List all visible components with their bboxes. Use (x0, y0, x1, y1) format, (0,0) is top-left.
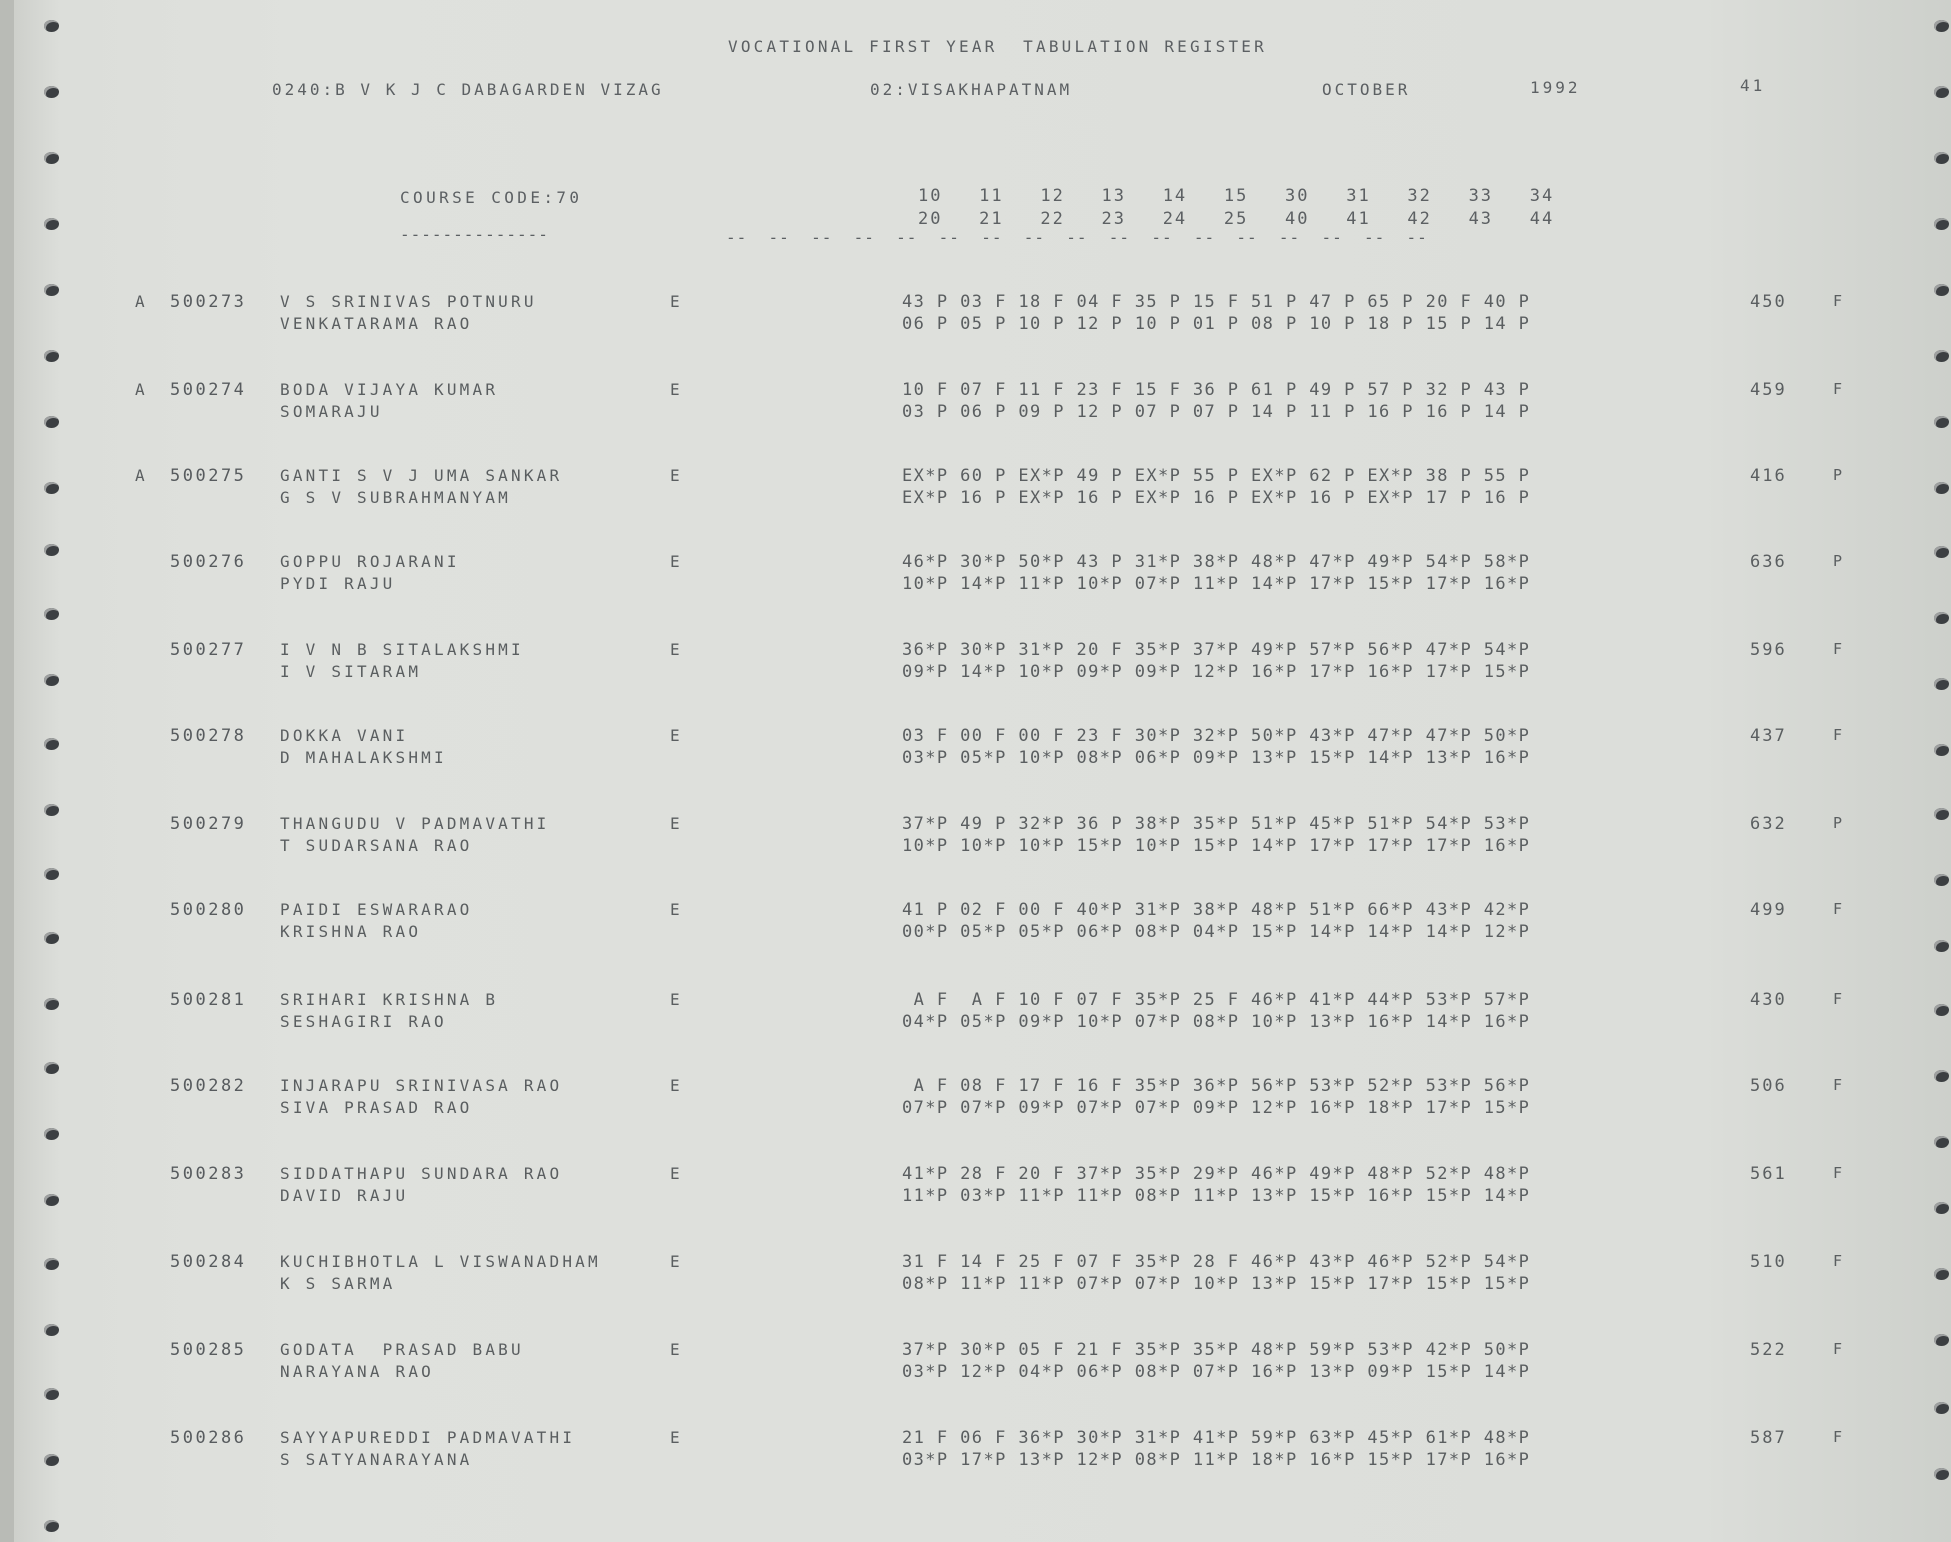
total-marks: 506 (1750, 1076, 1787, 1096)
roll-number: 500280 (170, 900, 247, 920)
father-name: S SATYANARAYANA (280, 1450, 473, 1469)
marks-row-1: 21 F 06 F 36*P 30*P 31*P 41*P 59*P 63*P 45*P 61*P 48*P (902, 1428, 1531, 1448)
result-status: F (1833, 1340, 1843, 1358)
page-number: 41 (1740, 76, 1766, 95)
marks-row-1: 10 F 07 F 11 F 23 F 15 F 36 P 61 P 49 P 57 P 32 P 43 P (902, 380, 1531, 400)
medium-code: E (670, 726, 680, 745)
marks-row-1: EX*P 60 P EX*P 49 P EX*P 55 P EX*P 62 P EX*P 38 P 55 P (902, 466, 1531, 486)
result-status: F (1833, 1164, 1843, 1182)
medium-code: E (670, 1076, 680, 1095)
student-record (0, 552, 1951, 612)
marks-row-1: A F A F 10 F 07 F 35*P 25 F 46*P 41*P 44*P 53*P 57*P (902, 990, 1531, 1010)
marks-row-2: 11*P 03*P 11*P 11*P 08*P 11*P 13*P 15*P 16*P 15*P 14*P (902, 1186, 1531, 1206)
sprocket-hole (1934, 612, 1949, 624)
medium-code: E (670, 466, 680, 485)
student-record (0, 640, 1951, 700)
college-code: 0240:B V K J C DABAGARDEN VIZAG (272, 80, 664, 99)
roll-number: 500279 (170, 814, 247, 834)
marks-row-2: 03*P 05*P 10*P 08*P 06*P 09*P 13*P 15*P 14*P 13*P 16*P (902, 748, 1531, 768)
marks-row-2: 03 P 06 P 09 P 12 P 07 P 07 P 14 P 11 P 16 P 16 P 14 P (902, 402, 1531, 422)
sprocket-hole (44, 1062, 59, 1074)
marks-row-2: 08*P 11*P 11*P 07*P 07*P 10*P 13*P 15*P 17*P 15*P 15*P (902, 1274, 1531, 1294)
marks-row-1: 37*P 30*P 05 F 21 F 35*P 35*P 48*P 59*P 53*P 42*P 50*P (902, 1340, 1531, 1360)
roll-number: 500274 (170, 380, 247, 400)
result-status: F (1833, 1076, 1843, 1094)
total-marks: 561 (1750, 1164, 1787, 1184)
student-name: GOPPU ROJARANI (280, 552, 460, 571)
father-name: SOMARAJU (280, 402, 383, 421)
district: 02:VISAKHAPATNAM (870, 80, 1073, 99)
roll-number: 500281 (170, 990, 247, 1010)
medium-code: E (670, 1428, 680, 1447)
marks-row-2: 03*P 17*P 13*P 12*P 08*P 11*P 18*P 16*P 15*P 17*P 16*P (902, 1450, 1531, 1470)
marks-row-2: 10*P 14*P 11*P 10*P 07*P 11*P 14*P 17*P 15*P 17*P 16*P (902, 574, 1531, 594)
subject-codes-row-1: 10 11 12 13 14 15 30 31 32 33 34 (918, 186, 1555, 206)
medium-code: E (670, 292, 680, 311)
total-marks: 499 (1750, 900, 1787, 920)
medium-code: E (670, 990, 680, 1009)
marks-row-1: 37*P 49 P 32*P 36 P 38*P 35*P 51*P 45*P 51*P 54*P 53*P (902, 814, 1531, 834)
course-code: COURSE CODE:70 (400, 188, 583, 207)
medium-code: E (670, 640, 680, 659)
student-name: BODA VIJAYA KUMAR (280, 380, 499, 399)
medium-code: E (670, 1252, 680, 1271)
marks-row-1: 41 P 02 F 00 F 40*P 31*P 38*P 48*P 51*P 66*P 43*P 42*P (902, 900, 1531, 920)
marks-row-1: 03 F 00 F 00 F 23 F 30*P 32*P 50*P 43*P 47*P 47*P 50*P (902, 726, 1531, 746)
sprocket-hole (1934, 20, 1949, 32)
register-title: VOCATIONAL FIRST YEAR TABULATION REGISTER (728, 37, 1267, 56)
result-status: P (1833, 552, 1843, 570)
sprocket-hole (44, 1324, 59, 1336)
student-name: KUCHIBHOTLA L VISWANADHAM (280, 1252, 601, 1271)
sprocket-hole (1934, 152, 1949, 164)
student-record (0, 990, 1951, 1050)
student-record (0, 814, 1951, 874)
student-record (0, 1252, 1951, 1312)
father-name: PYDI RAJU (280, 574, 396, 593)
marks-row-2: 04*P 05*P 09*P 10*P 07*P 08*P 10*P 13*P 16*P 14*P 16*P (902, 1012, 1531, 1032)
sprocket-hole (44, 152, 59, 164)
student-name: PAIDI ESWARARAO (280, 900, 473, 919)
roll-number: 500273 (170, 292, 247, 312)
roll-number: 500285 (170, 1340, 247, 1360)
father-name: I V SITARAM (280, 662, 422, 681)
marks-row-1: 41*P 28 F 20 F 37*P 35*P 29*P 46*P 49*P 48*P 52*P 48*P (902, 1164, 1531, 1184)
father-name: DAVID RAJU (280, 1186, 409, 1205)
roll-number: 500284 (170, 1252, 247, 1272)
student-record (0, 1340, 1951, 1400)
student-record (0, 380, 1951, 440)
marks-row-2: 03*P 12*P 04*P 06*P 08*P 07*P 16*P 13*P 09*P 15*P 14*P (902, 1362, 1531, 1382)
total-marks: 437 (1750, 726, 1787, 746)
subject-codes-row-2: 20 21 22 23 24 25 40 41 42 43 44 (918, 209, 1555, 229)
total-marks: 587 (1750, 1428, 1787, 1448)
course-code-underline: -------------- (400, 225, 549, 244)
father-name: K S SARMA (280, 1274, 396, 1293)
student-name: THANGUDU V PADMAVATHI (280, 814, 550, 833)
student-name: SAYYAPUREDDI PADMAVATHI (280, 1428, 576, 1447)
student-name: GODATA PRASAD BABU (280, 1340, 524, 1359)
result-status: F (1833, 1252, 1843, 1270)
total-marks: 510 (1750, 1252, 1787, 1272)
result-status: F (1833, 640, 1843, 658)
marks-row-2: 06 P 05 P 10 P 12 P 10 P 01 P 08 P 10 P 18 P 15 P 14 P (902, 314, 1531, 334)
column-dashes: -- -- -- -- -- -- -- -- -- -- -- -- -- -- -- -- -- (726, 228, 1428, 247)
student-record (0, 726, 1951, 786)
medium-code: E (670, 1164, 680, 1183)
father-name: NARAYANA RAO (280, 1362, 434, 1381)
medium-code: E (670, 380, 680, 399)
medium-code: E (670, 814, 680, 833)
result-status: P (1833, 466, 1843, 484)
marks-row-2: EX*P 16 P EX*P 16 P EX*P 16 P EX*P 16 P EX*P 17 P 16 P (902, 488, 1531, 508)
student-record (0, 466, 1951, 526)
marks-row-1: 43 P 03 F 18 F 04 F 35 P 15 F 51 P 47 P 65 P 20 F 40 P (902, 292, 1531, 312)
sprocket-hole (1934, 218, 1949, 230)
total-marks: 632 (1750, 814, 1787, 834)
student-name: GANTI S V J UMA SANKAR (280, 466, 563, 485)
student-name: SRIHARI KRISHNA B (280, 990, 499, 1009)
total-marks: 430 (1750, 990, 1787, 1010)
result-status: F (1833, 292, 1843, 310)
roll-number: 500276 (170, 552, 247, 572)
sprocket-hole (44, 218, 59, 230)
father-name: VENKATARAMA RAO (280, 314, 473, 333)
marks-row-1: A F 08 F 17 F 16 F 35*P 36*P 56*P 53*P 52*P 53*P 56*P (902, 1076, 1531, 1096)
student-record (0, 1076, 1951, 1136)
exam-year: 1992 (1530, 78, 1581, 97)
result-status: F (1833, 726, 1843, 744)
total-marks: 636 (1750, 552, 1787, 572)
exam-month: OCTOBER (1322, 80, 1411, 99)
medium-code: E (670, 552, 680, 571)
result-status: F (1833, 990, 1843, 1008)
roll-number: 500283 (170, 1164, 247, 1184)
result-status: F (1833, 1428, 1843, 1446)
roll-number: 500282 (170, 1076, 247, 1096)
total-marks: 416 (1750, 466, 1787, 486)
student-name: INJARAPU SRINIVASA RAO (280, 1076, 563, 1095)
roll-number: 500286 (170, 1428, 247, 1448)
total-marks: 522 (1750, 1340, 1787, 1360)
student-record (0, 900, 1951, 960)
student-name: V S SRINIVAS POTNURU (280, 292, 537, 311)
marks-row-1: 36*P 30*P 31*P 20 F 35*P 37*P 49*P 57*P 56*P 47*P 54*P (902, 640, 1531, 660)
roll-number: 500278 (170, 726, 247, 746)
student-record (0, 292, 1951, 352)
marks-row-2: 10*P 10*P 10*P 15*P 10*P 15*P 14*P 17*P 17*P 17*P 16*P (902, 836, 1531, 856)
sprocket-hole (1934, 874, 1949, 886)
result-status: F (1833, 380, 1843, 398)
result-status: P (1833, 814, 1843, 832)
sprocket-hole (1934, 1136, 1949, 1148)
total-marks: 459 (1750, 380, 1787, 400)
group-flag: A (135, 292, 145, 311)
sprocket-hole (44, 1520, 59, 1532)
father-name: D MAHALAKSHMI (280, 748, 447, 767)
sprocket-hole (44, 86, 59, 98)
father-name: G S V SUBRAHMANYAM (280, 488, 511, 507)
total-marks: 450 (1750, 292, 1787, 312)
student-record (0, 1164, 1951, 1224)
medium-code: E (670, 900, 680, 919)
student-name: I V N B SITALAKSHMI (280, 640, 524, 659)
father-name: T SUDARSANA RAO (280, 836, 473, 855)
sprocket-hole (1934, 86, 1949, 98)
student-name: SIDDATHAPU SUNDARA RAO (280, 1164, 563, 1183)
group-flag: A (135, 466, 145, 485)
marks-row-2: 09*P 14*P 10*P 09*P 09*P 12*P 16*P 17*P 16*P 17*P 15*P (902, 662, 1531, 682)
sprocket-hole (44, 20, 59, 32)
roll-number: 500275 (170, 466, 247, 486)
student-name: DOKKA VANI (280, 726, 409, 745)
marks-row-2: 00*P 05*P 05*P 06*P 08*P 04*P 15*P 14*P 14*P 14*P 12*P (902, 922, 1531, 942)
student-record (0, 1428, 1951, 1488)
marks-row-1: 31 F 14 F 25 F 07 F 35*P 28 F 46*P 43*P 46*P 52*P 54*P (902, 1252, 1531, 1272)
sprocket-hole (1934, 1402, 1949, 1414)
total-marks: 596 (1750, 640, 1787, 660)
result-status: F (1833, 900, 1843, 918)
marks-row-1: 46*P 30*P 50*P 43 P 31*P 38*P 48*P 47*P 49*P 54*P 58*P (902, 552, 1531, 572)
medium-code: E (670, 1340, 680, 1359)
father-name: SESHAGIRI RAO (280, 1012, 447, 1031)
father-name: SIVA PRASAD RAO (280, 1098, 473, 1117)
father-name: KRISHNA RAO (280, 922, 422, 941)
marks-row-2: 07*P 07*P 09*P 07*P 07*P 09*P 12*P 16*P 18*P 17*P 15*P (902, 1098, 1531, 1118)
roll-number: 500277 (170, 640, 247, 660)
group-flag: A (135, 380, 145, 399)
